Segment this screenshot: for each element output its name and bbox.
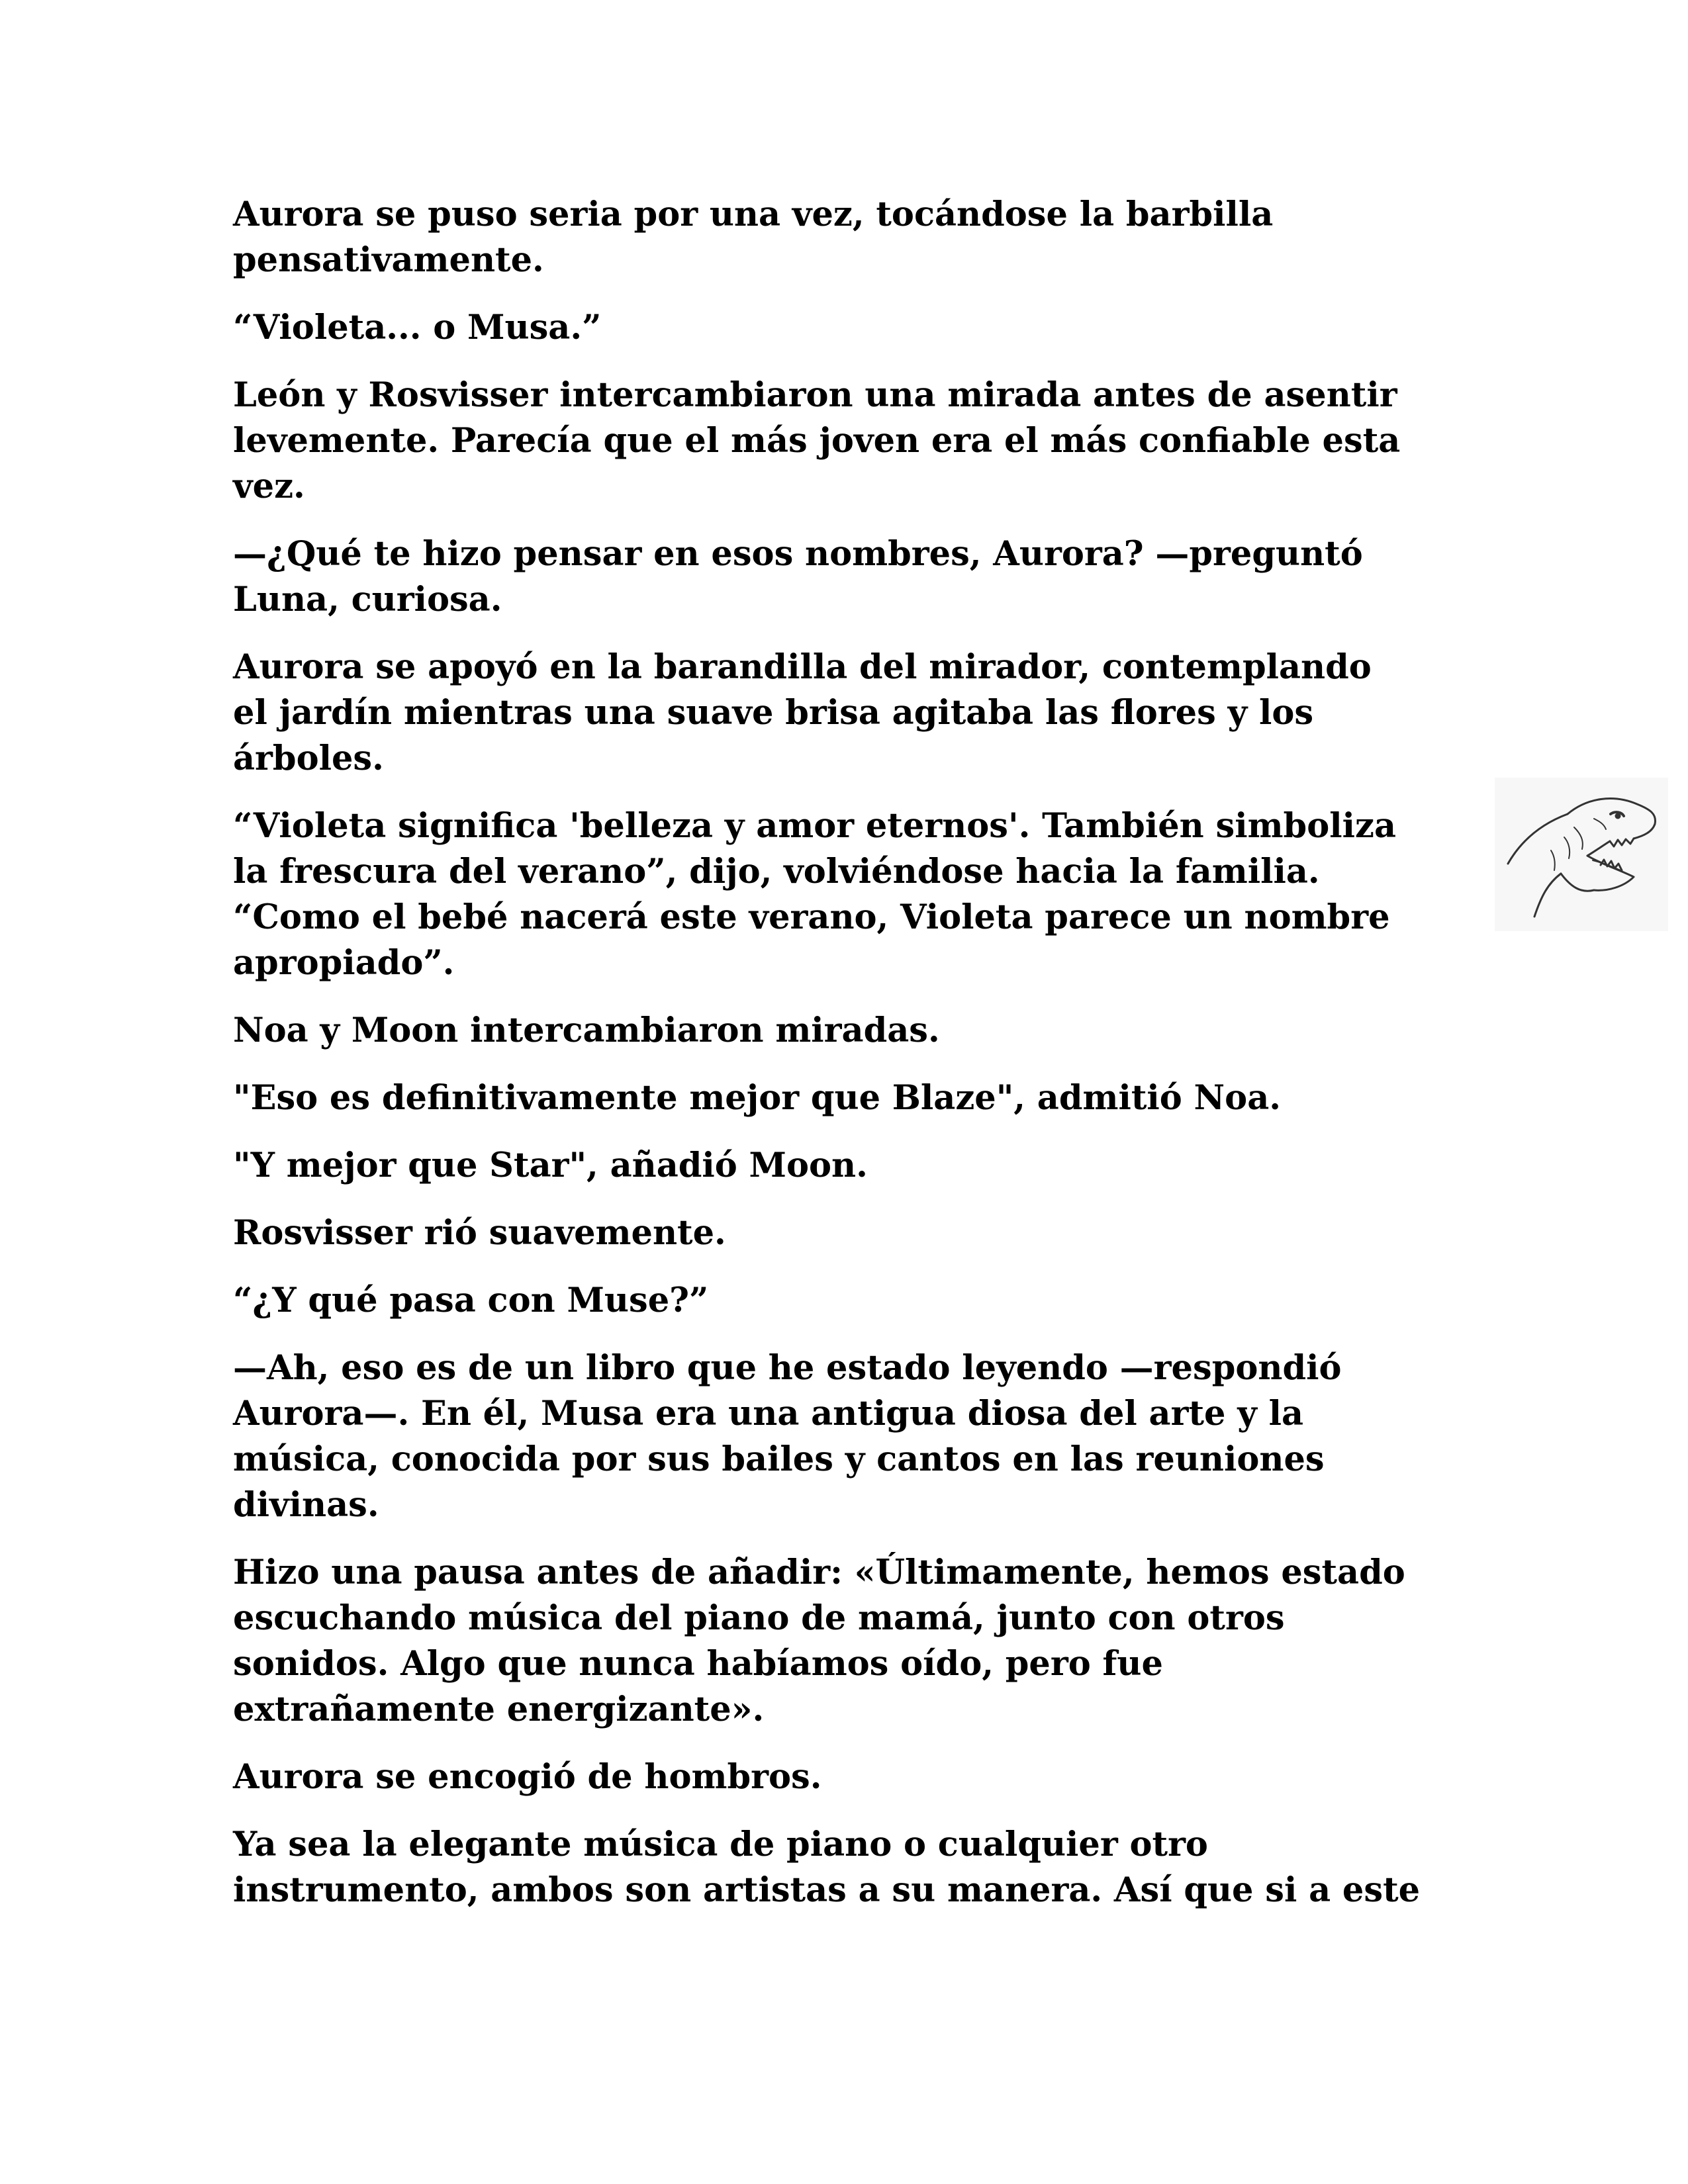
paragraph: "Y mejor que Star", añadió Moon. bbox=[233, 1146, 868, 1185]
paragraph: “¿Y qué pasa con Muse?” bbox=[233, 1281, 709, 1320]
dinosaur-sketch-icon bbox=[1495, 778, 1668, 931]
paragraph: Aurora se encogió de hombros. bbox=[233, 1757, 822, 1797]
paragraph: —¿Qué te hizo pensar en esos nombres, Aurora? —preguntó Luna, curiosa. bbox=[233, 534, 1363, 619]
paragraph: “Violeta... o Musa.” bbox=[233, 308, 602, 347]
paragraph: —Ah, eso es de un libro que he estado leyendo —respondió Aurora—. En él, Musa era una antigua diosa del arte y la música, conocida por sus bailes y cantos en las reuniones divinas. bbox=[233, 1348, 1342, 1525]
body-text bbox=[233, 192, 1477, 1935]
paragraph: Aurora se puso seria por una vez, tocándose la barbilla pensativamente. bbox=[233, 195, 1274, 280]
paragraph: Noa y Moon intercambiaron miradas. bbox=[233, 1011, 940, 1050]
paragraph: Aurora se apoyó en la barandilla del mirador, contemplando el jardín mientras una suave brisa agitaba las flores y los árboles. bbox=[233, 647, 1372, 778]
paragraph: "Eso es definitivamente mejor que Blaze", admitió Noa. bbox=[233, 1078, 1281, 1118]
paragraph: “Violeta significa 'belleza y amor eternos'. También simboliza la frescura del verano”, dijo, volviéndose hacia la familia. “Como el bebé nacerá este verano, Violeta parece un nombre apropiado”. bbox=[233, 806, 1396, 983]
paragraph: Rosvisser rió suavemente. bbox=[233, 1213, 726, 1253]
paragraph: León y Rosvisser intercambiaron una mirada antes de asentir levemente. Parecía que el más joven era el más confiable esta vez. bbox=[233, 375, 1401, 506]
paragraph: Ya sea la elegante música de piano o cualquier otro instrumento, ambos son artistas a su manera. Así que si a este bbox=[233, 1825, 1421, 1910]
paragraph: Hizo una pausa antes de añadir: «Últimamente, hemos estado escuchando música del piano de mamá, junto con otros sonidos. Algo que nunca habíamos oído, pero fue extrañamente energizante». bbox=[233, 1553, 1405, 1729]
